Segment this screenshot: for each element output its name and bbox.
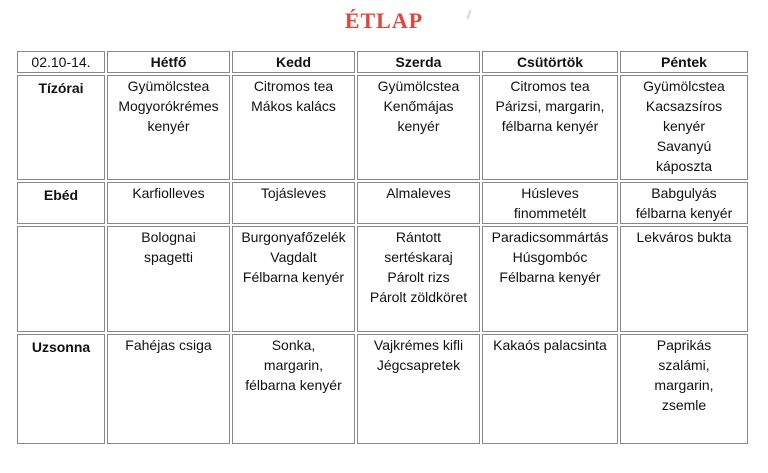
menu-cell-ebed_soup-thursday [482, 182, 618, 224]
menu-item: margarin, [263, 357, 324, 373]
menu-item: sertéskaraj [384, 249, 453, 265]
menu-cell-ebed_soup-monday [107, 182, 230, 224]
menu-cell-tizorai-wednesday [357, 75, 480, 180]
menu-cell-ebed_soup-tuesday [232, 182, 355, 224]
page-title: ÉTLAP [344, 8, 424, 33]
day-header-tuesday: Kedd [232, 51, 355, 73]
menu-item: Lekváros bukta [636, 229, 732, 245]
menu-item: Mákos kalács [251, 98, 336, 114]
menu-cell-ebed_main-tuesday [232, 226, 355, 332]
menu-row-uzsonna [17, 334, 748, 444]
header-row [17, 51, 748, 73]
menu-item: Almaleves [386, 185, 451, 201]
menu-cell-ebed_soup-wednesday [357, 182, 480, 224]
menu-item: kenyér [397, 118, 440, 134]
menu-item: Paradicsommártás [491, 229, 609, 245]
menu-item: Gyümölcstea [377, 78, 460, 94]
menu-item: Fahéjas csiga [125, 337, 212, 353]
menu-item: spagetti [143, 249, 194, 265]
menu-item: Jégcsapretek [376, 357, 461, 373]
menu-cell-uzsonna-wednesday [357, 334, 480, 444]
menu-item: finommetélt [513, 205, 587, 221]
menu-item: Gyümölcstea [643, 78, 725, 94]
menu-item: Félbarna kenyér [242, 269, 345, 285]
row-label-ebed_main [17, 226, 105, 332]
row-label-uzsonna [17, 334, 105, 444]
date-range: 02.10-14. [17, 51, 105, 73]
menu-item: Párolt zöldköret [369, 289, 468, 305]
menu-item: káposzta [655, 158, 713, 174]
menu-cell-uzsonna-monday [107, 334, 230, 444]
menu-item: Burgonyafőzelék [241, 229, 346, 245]
row-label-tizorai [17, 75, 105, 180]
menu-cell-ebed_soup-friday [620, 182, 748, 224]
menu-item: Vajkrémes kifli [373, 337, 464, 353]
menu-cell-ebed_main-thursday [482, 226, 618, 332]
menu-item: Sonka, [271, 337, 316, 353]
menu-cell-tizorai-thursday [482, 75, 618, 180]
menu-item: margarin, [654, 377, 714, 393]
menu-cell-uzsonna-tuesday [232, 334, 355, 444]
menu-row-ebed_soup [17, 182, 748, 224]
menu-table [15, 49, 750, 446]
menu-item: Savanyú [656, 138, 712, 154]
menu-item: Kenőmájas [383, 98, 454, 114]
menu-cell-uzsonna-friday [620, 334, 748, 444]
menu-item: Bolognai [141, 229, 196, 245]
menu-item: Kakaós palacsinta [493, 337, 607, 353]
menu-item: Citromos tea [510, 78, 590, 94]
day-header-monday: Hétfő [107, 51, 230, 73]
row-label-ebed_soup [17, 182, 105, 224]
day-header-wednesday: Szerda [357, 51, 480, 73]
menu-row-ebed_main [17, 226, 748, 332]
menu-item: félbarna kenyér [635, 205, 733, 221]
menu-item: Kacsazsíros [645, 98, 723, 114]
menu-cell-tizorai-monday [107, 75, 230, 180]
menu-item: Tojásleves [260, 185, 327, 201]
menu-cell-uzsonna-thursday [482, 334, 618, 444]
menu-item: Húsleves [521, 185, 579, 201]
menu-cell-ebed_main-friday [620, 226, 748, 332]
row-label-text: Uzsonna [31, 339, 91, 355]
menu-item: Félbarna kenyér [499, 269, 601, 285]
row-label-text: Ebéd [43, 187, 79, 203]
menu-item: Karfiolleves [132, 185, 205, 201]
menu-item: Mogyorókrémes [118, 98, 219, 114]
menu-item: Citromos tea [253, 78, 334, 94]
menu-item: zsemle [661, 397, 707, 413]
menu-item: Gyümölcstea [127, 78, 210, 94]
menu-item: kenyér [147, 118, 190, 134]
menu-row-tizorai [17, 75, 748, 180]
menu-item: Párolt rizs [387, 269, 450, 285]
day-header-friday: Péntek [620, 51, 748, 73]
menu-item: kenyér [662, 118, 706, 134]
day-header-thursday: Csütörtök [482, 51, 618, 73]
menu-item: Párizsi, margarin, [495, 98, 605, 114]
menu-item: Paprikás [656, 337, 712, 353]
menu-item: Vagdalt [270, 249, 317, 265]
menu-item: szalámi, [658, 357, 710, 373]
menu-item: Babgulyás [651, 185, 717, 201]
menu-cell-tizorai-friday [620, 75, 748, 180]
menu-cell-ebed_main-monday [107, 226, 230, 332]
row-label-text [18, 227, 104, 229]
menu-item: Rántott [395, 229, 442, 245]
menu-item: félbarna kenyér [245, 377, 342, 393]
menu-item: félbarna kenyér [501, 118, 599, 134]
menu-cell-tizorai-tuesday [232, 75, 355, 180]
menu-cell-ebed_main-wednesday [357, 226, 480, 332]
menu-item: Húsgombóc [512, 249, 588, 265]
row-label-text: Tízórai [38, 80, 84, 96]
